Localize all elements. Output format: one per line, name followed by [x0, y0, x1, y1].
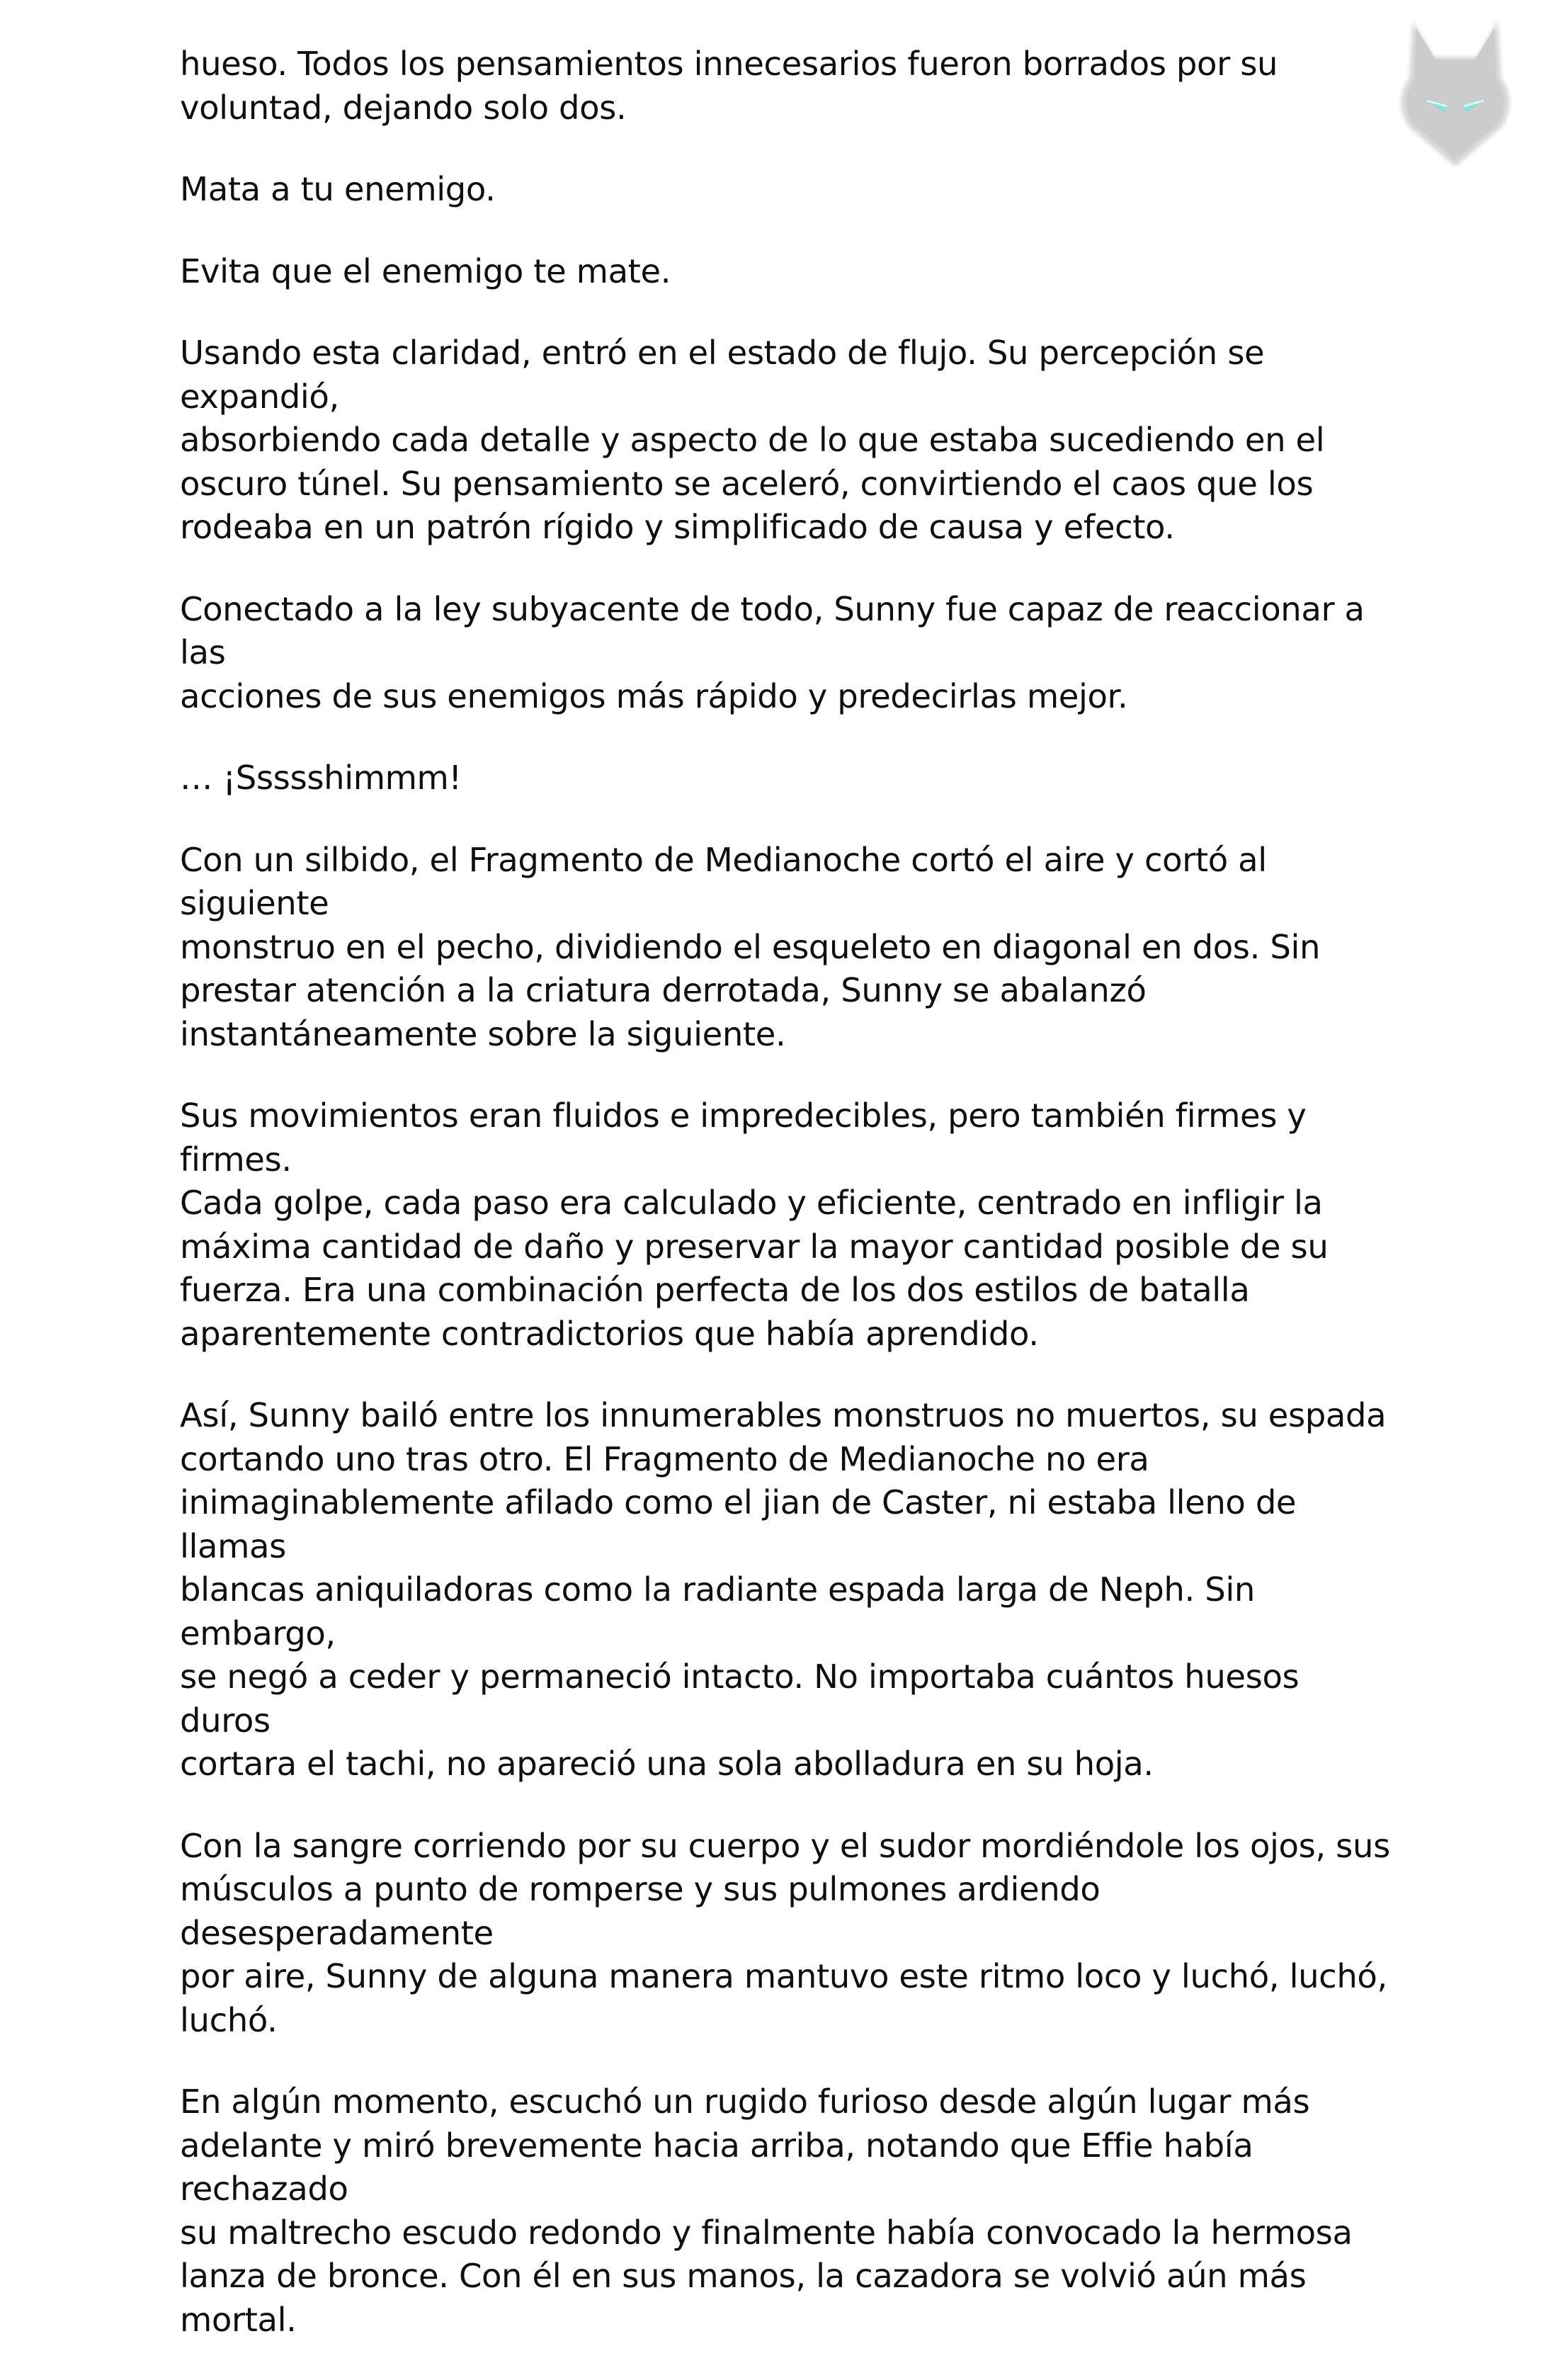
paragraph-9: Así, Sunny bailó entre los innumerables monstruos no muertos, su espada cortando uno tras otro. El Fragmento de Medianoche no era inimaginablemente afilado como el jian de Caster, ni estaba lleno de llamas blancas aniquiladoras como la radiante espada larga de Neph. Sin embargo, se negó a ceder y permaneció intacto. No importaba cuántos huesos duros cortara el tachi, no apareció una sola abolladura en su hoja. [180, 1396, 1387, 1783]
paragraph-1: hueso. Todos los pensamientos innecesarios fueron borrados por su voluntad, dejando solo dos. [180, 45, 1278, 127]
demon-mask-icon [1384, 14, 1526, 170]
paragraph-5: Conectado a la ley subyacente de todo, Sunny fue capaz de reaccionar a las acciones de sus enemigos más rápido y predecirlas mejor. [180, 589, 1365, 715]
document-body [180, 42, 1398, 2380]
paragraph-10: Con la sangre corriendo por su cuerpo y el sudor mordiéndole los ojos, sus músculos a punto de romperse y sus pulmones ardiendo desesperadamente por aire, Sunny de alguna manera mantuvo este ritmo loco y luchó, luchó, luchó. [180, 1826, 1390, 2039]
paragraph-3: Evita que el enemigo te mate. [180, 251, 671, 290]
paragraph-7: Con un silbido, el Fragmento de Medianoche cortó el aire y cortó al siguiente monstruo en el pecho, dividiendo el esqueleto en diagonal en dos. Sin prestar atención a la criatura derrotada, Sunny se abalanzó instantáneamente sobre la siguiente. [180, 840, 1321, 1053]
paragraph-4: Usando esta claridad, entró en el estado de flujo. Su percepción se expandió, absorbiendo cada detalle y aspecto de lo que estaba sucediendo en el oscuro túnel. Su pensamiento se aceleró, convirtiendo el caos que los rodeaba en un patrón rígido y simplificado de causa y efecto. [180, 334, 1325, 546]
paragraph-8: Sus movimientos eran fluidos e impredecibles, pero también firmes y firmes. Cada golpe, cada paso era calculado y eficiente, centrado en infligir la máxima cantidad de daño y preservar la mayor cantidad posible de su fuerza. Era una combinación perfecta de los dos estilos de batalla aparentemente contradictorios que había aprendido. [180, 1096, 1329, 1353]
paragraph-11: En algún momento, escuchó un rugido furioso desde algún lugar más adelante y miró brevemente hacia arriba, notando que Effie había rechazado su maltrecho escudo redondo y finalmente había convocado la hermosa lanza de bronce. Con él en sus manos, la cazadora se volvió aún más mortal. [180, 2082, 1353, 2339]
paragraph-6: … ¡Ssssshimmm! [180, 759, 462, 797]
paragraph-2: Mata a tu enemigo. [180, 170, 496, 208]
